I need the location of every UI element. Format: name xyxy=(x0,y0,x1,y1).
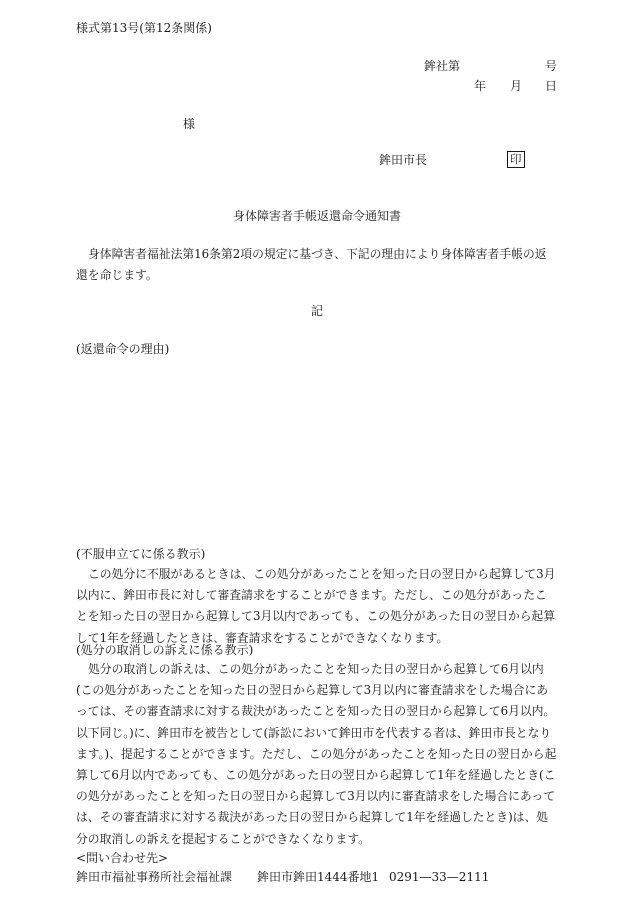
document-title: 身体障害者手帳返還命令通知書 xyxy=(233,209,402,223)
inquiry-phone: 0291—33—2111 xyxy=(389,870,490,884)
date-month: 月 xyxy=(510,79,523,93)
lawsuit-heading: (処分の取消しの訴えに係る教示) xyxy=(76,643,254,657)
doc-number-prefix: 鉾社第 xyxy=(424,59,461,73)
inquiry-heading: <問い合わせ先> xyxy=(76,851,169,865)
lawsuit-text: 処分の取消しの訴えは、この処分があったことを知った日の翌日から起算して6月以内(この処分があったことを知った日の翌日から起算して3月以内に審査請求をした場合にあっては、その審査請求に対する裁決があったことを知った日の翌日から起算して6月以内。以下同じ。)に、鉾田市を被告として(訴訟において鉾田市を代表する者は、鉾田市長となります。)、提起することができます。ただし、この処分があったことを知った日の翌日から起算して6月以内であっても、この処分があった日の翌日から起算して1年を経過したとき(この処分があったことを知った日の翌日から起算して3月以内に審査請求をした場合にあっては、その審査請求に対する裁決があった日の翌日から起算して1年を経過したとき)は、処分の取消しの訴えを提起することができなくなります。 xyxy=(76,662,557,846)
form-number: 様式第13号(第12条関係) xyxy=(76,21,212,35)
date-year: 年 xyxy=(474,79,487,93)
inquiry-office: 鉾田市福祉事務所社会福祉課 xyxy=(76,870,233,884)
appeal-text: この処分に不服があるときは、この処分があったことを知った日の翌日から起算して3月以内に、鉾田市長に対して審査請求をすることができます。ただし、この処分があったことを知った日の翌日から起算して3月以内であっても、この処分があった日の翌日から起算して1年を経過したときは、審査請求をすることができなくなります。 xyxy=(76,567,556,645)
issuer: 鉾田市長 xyxy=(379,153,428,167)
doc-number-suffix: 号 xyxy=(545,59,558,73)
body-text: 身体障害者福祉法第16条第2項の規定に基づき、下記の理由により身体障害者手帳の返還を命じます。 xyxy=(76,247,547,283)
reason-heading: (返還命令の理由) xyxy=(76,342,170,356)
seal-mark: 印 xyxy=(507,151,525,168)
inquiry-address: 鉾田市鉾田1444番地1 xyxy=(257,870,380,884)
date-day: 日 xyxy=(545,79,558,93)
addressee-suffix: 様 xyxy=(183,117,196,131)
ki-mark: 記 xyxy=(311,304,324,318)
appeal-heading: (不服申立てに係る教示) xyxy=(76,547,206,561)
